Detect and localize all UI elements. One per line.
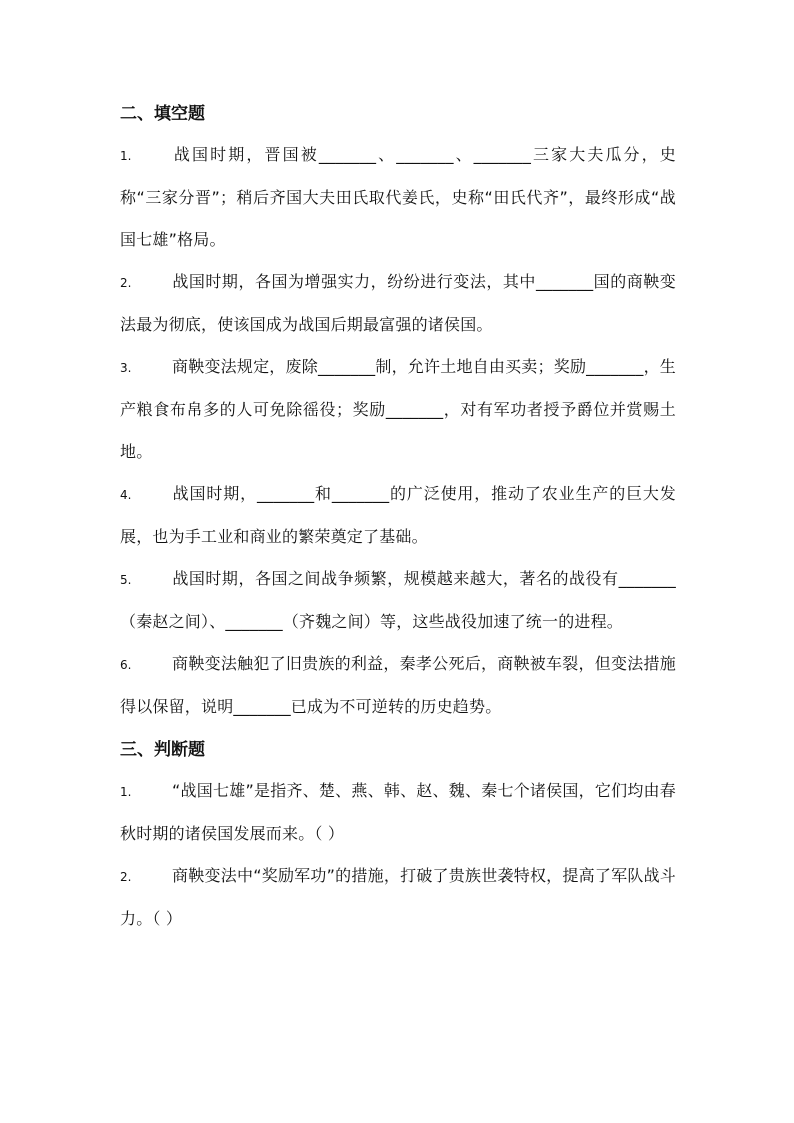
question-item <box>120 558 676 643</box>
question-item <box>120 134 676 261</box>
question-text: 商鞅变法触犯了旧贵族的利益，秦孝公死后，商鞅被车裂，但变法措施得以保留，说明_______已成为不可逆转的历史趋势。 <box>120 654 676 716</box>
question-text: 战国时期，晋国被_______、_______、_______三家大夫瓜分，史称“三家分晋”；稍后齐国大夫田氏取代姜氏，史称“田氏代齐”，最终形成“战国七雄”格局。 <box>120 145 676 249</box>
question-text: 战国时期，_______和_______的广泛使用，推动了农业生产的巨大发展，也为手工业和商业的繁荣奠定了基础。 <box>120 484 676 546</box>
question-item <box>120 346 676 473</box>
document-page <box>120 92 676 940</box>
section-title: 二、填空题 <box>120 104 205 124</box>
question-number: 6. <box>120 658 132 672</box>
question-item <box>120 855 676 940</box>
question-text: 战国时期，各国之间战争频繁，规模越来越大，著名的战役有_______（秦赵之间）、_______（齐魏之间）等，这些战役加速了统一的进程。 <box>120 569 676 631</box>
question-number: 2. <box>120 870 132 884</box>
question-text: 战国时期，各国为增强实力，纷纷进行变法，其中_______国的商鞅变法最为彻底，使该国成为战国后期最富强的诸侯国。 <box>120 272 676 334</box>
question-item <box>120 473 676 558</box>
question-item <box>120 261 676 346</box>
question-number: 3. <box>120 361 132 375</box>
question-text: 商鞅变法规定，废除_______制，允许土地自由买卖；奖励_______，生产粮食布帛多的人可免除徭役；奖励_______，对有军功者授予爵位并赏赐土地。 <box>120 357 676 461</box>
section-true-false <box>120 734 676 940</box>
question-item <box>120 770 676 855</box>
question-text: 商鞅变法中“奖励军功”的措施，打破了贵族世袭特权，提高了军队战斗力。（ ） <box>120 866 676 928</box>
question-number: 5. <box>120 573 132 587</box>
question-number: 2. <box>120 276 132 290</box>
question-number: 4. <box>120 488 132 502</box>
question-text: “战国七雄”是指齐、楚、燕、韩、赵、魏、秦七个诸侯国，它们均由春秋时期的诸侯国发展而来。（ ） <box>120 781 676 843</box>
question-item <box>120 643 676 728</box>
question-number: 1. <box>120 785 132 799</box>
question-number: 1. <box>120 149 132 163</box>
section-title: 三、判断题 <box>120 740 205 760</box>
section-fill-in-blank <box>120 98 676 728</box>
